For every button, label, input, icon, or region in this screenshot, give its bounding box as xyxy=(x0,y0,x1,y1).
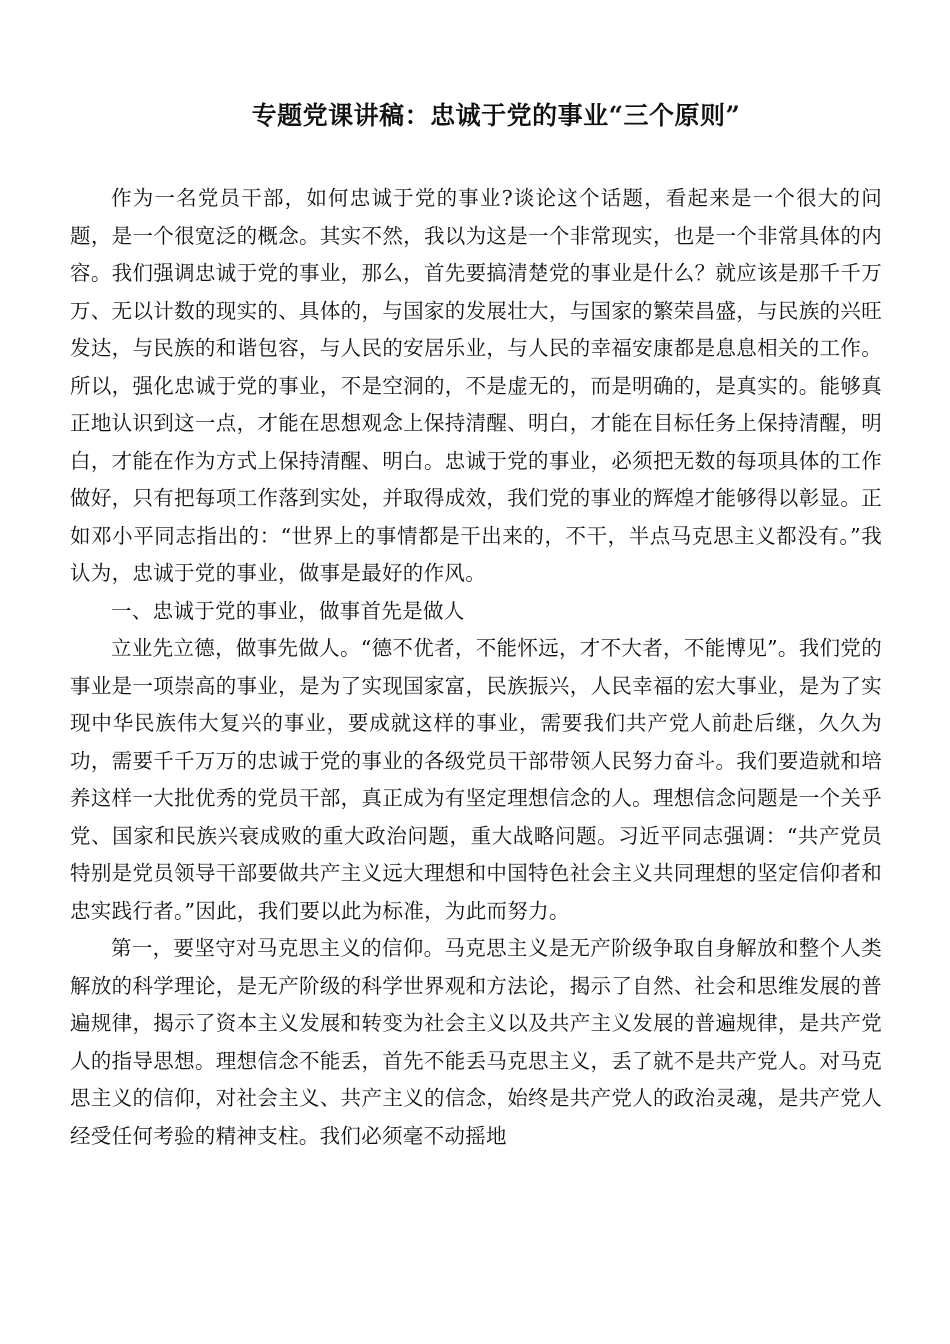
document-body xyxy=(70,180,882,1155)
section-heading-1: 一、忠诚于党的事业，做事首先是做人 xyxy=(111,598,465,623)
paragraph-intro: 作为一名党员干部，如何忠诚于党的事业?谈论这个话题，看起来是一个很大的问题，是一个很宽泛的概念。其实不然，我以为这是一个非常现实，也是一个非常具体的内容。我们强调忠诚于党的事业，那么，首先要搞清楚党的事业是什么？就应该是那千千万万、无以计数的现实的、具体的，与国家的发展壮大，与国家的繁荣昌盛，与民族的兴旺发达，与民族的和谐包容，与人民的安居乐业，与人民的幸福安康都是息息相关的工作。所以，强化忠诚于党的事业，不是空洞的，不是虚无的，而是明确的，是真实的。能够真正地认识到这一点，才能在思想观念上保持清醒、明白，才能在目标任务上保持清醒，明白，才能在作为方式上保持清醒、明白。忠诚于党的事业，必须把无数的每项具体的工作做好，只有把每项工作落到实处，并取得成效，我们党的事业的辉煌才能够得以彰显。正如邓小平同志指出的：“世界上的事情都是干出来的，不干，半点马克思主义都没有。”我认为，忠诚于党的事业，做事是最好的作风。 xyxy=(70,186,882,585)
paragraph-point-1: 第一，要坚守对马克思主义的信仰。马克思主义是无产阶级争取自身解放和整个人类解放的科学理论，是无产阶级的科学世界观和方法论，揭示了自然、社会和思维发展的普遍规律，揭示了资本主义发展和转变为社会主义以及共产主义发展的普遍规律，是共产党人的指导思想。理想信念不能丢，首先不能丢马克思主义，丢了就不是共产党人。对马克思主义的信仰，对社会主义、共产主义的信念，始终是共产党人的政治灵魂，是共产党人经受任何考验的精神支柱。我们必须毫不动摇地 xyxy=(70,936,882,1148)
paragraph-section-1: 立业先立德，做事先做人。“德不优者，不能怀远，才不大者，不能博见”。我们党的事业是一项崇高的事业，是为了实现国家富，民族振兴，人民幸福的宏大事业，是为了实现中华民族伟大复兴的事业，要成就这样的事业，需要我们共产党人前赴后继，久久为功，需要千千万万的忠诚于党的事业的各级党员干部带领人民努力奋斗。我们要造就和培养这样一大批优秀的党员干部，真正成为有坚定理想信念的人。理想信念问题是一个关乎党、国家和民族兴衰成败的重大政治问题，重大战略问题。习近平同志强调：“共产党员特别是党员领导干部要做共产主义远大理想和中国特色社会主义共同理想的坚定信仰者和忠实践行者。”因此，我们要以此为标准，为此而努力。 xyxy=(70,636,882,923)
document-title: 专题党课讲稿：忠诚于党的事业“三个原则” xyxy=(251,101,741,130)
